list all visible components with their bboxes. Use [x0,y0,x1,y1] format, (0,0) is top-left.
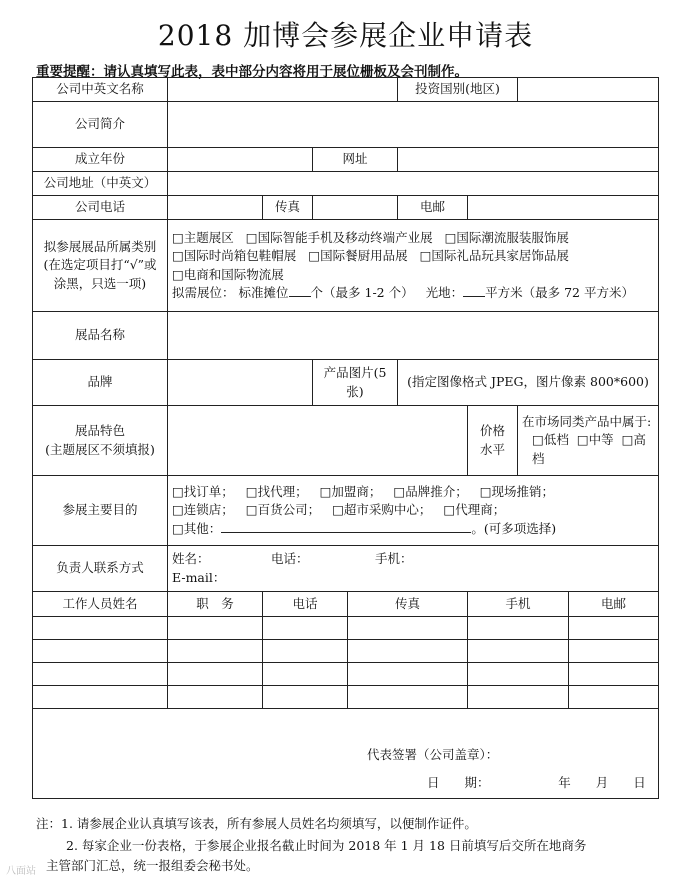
purpose-brand[interactable]: □品牌推介； [393,484,468,500]
purpose-distributors[interactable]: □代理商； [443,502,506,518]
category-label-line-2: (在选定项目打“√”或 [43,257,157,273]
contact-email-label: E-mail： [172,569,226,585]
purpose-other-field[interactable] [221,520,471,533]
category-option-smartphone[interactable]: □国际智能手机及移动终端产业展 [245,230,433,246]
category-option-theme[interactable]: □主题展区 [172,230,234,246]
fax-label: 传真 [263,196,313,220]
features-label-line-2: (主题展区不须填报) [45,441,155,457]
category-label-line-3: 涂黑，只选一项) [53,275,147,291]
website-field[interactable] [398,148,659,172]
contact-label: 负责人联系方式 [33,546,168,592]
price-label-line-2: 水平 [480,441,506,457]
fax-field[interactable] [313,196,398,220]
staff-header-fax: 传真 [348,592,468,617]
category-label-line-1: 拟参展展品所属类别 [43,239,157,255]
form-title: 2018 加博会参展企业申请表 [157,19,534,52]
company-name-label: 公司中英文名称 [33,78,168,102]
staff-header-email: 电邮 [601,596,627,611]
brand-label: 品牌 [33,360,168,406]
representative-signature[interactable]: 代表签署（公司盖章）： [367,746,499,762]
brand-field[interactable] [168,360,313,406]
purpose-chain-stores[interactable]: □连锁店； [172,502,234,518]
booth-prefix: 拟需展位： [172,284,235,300]
purpose-franchise[interactable]: □加盟商； [319,484,382,500]
purpose-orders[interactable]: □找订单； [172,484,234,500]
level-high-checkbox[interactable]: □高档 [532,432,646,466]
purpose-department-stores[interactable]: □百货公司； [245,502,321,518]
product-name-label: 展品名称 [33,312,168,360]
table-row [33,640,659,663]
watermark: 八面站 [6,866,36,877]
contact-mobile-label: 手机： [374,551,413,567]
purpose-supermarket[interactable]: □超市采购中心； [332,502,432,518]
category-option-ecommerce[interactable]: □电商和国际物流展 [172,266,284,282]
note-2-line-1: 2. 每家企业一份表格，于参展企业报名截止时间为 2018 年 1 月 18 日前填写后交所在地商务 [66,838,587,853]
category-label [33,220,168,312]
features-label [33,406,168,476]
booth-space-unit: 平方米（最多 72 平方米） [485,284,634,300]
staff-header-phone: 电话 [263,592,348,617]
booth-requirement [172,284,654,302]
purpose-other[interactable]: □其他： [172,520,222,536]
table-row [33,686,659,709]
booth-standard-label: 标准摊位 [238,284,289,300]
product-name-field[interactable] [168,312,659,360]
category-option-fashion[interactable]: □国际潮流服装服饰展 [444,230,569,246]
contact-phone-label: 电话： [270,551,309,567]
staff-header-mobile [468,592,659,617]
signature-section [33,709,659,799]
level-mid-checkbox[interactable]: □中等 [576,432,614,448]
price-level-label [468,406,518,476]
purpose-options [168,476,659,546]
purpose-label: 参展主要目的 [33,476,168,546]
table-row [33,617,659,640]
booth-count-field[interactable] [289,284,311,297]
address-field[interactable] [168,172,659,196]
intro-field[interactable] [168,102,659,148]
purpose-agents[interactable]: □找代理； [245,484,308,500]
important-notice: 重要提醒：请认真填写此表，表中部分内容将用于展位栅板及会刊制作。 [36,64,468,80]
category-option-bags[interactable]: □国际时尚箱包鞋帽展 [172,248,297,264]
image-format-note: (指定图像格式 JPEG，图片像素 800*600) [398,360,659,406]
application-form-table [32,77,659,799]
booth-space-label: 光地： [425,284,464,300]
category-option-kitchen[interactable]: □国际餐厨用品展 [308,248,408,264]
price-label-line-1: 价格 [480,423,506,439]
features-label-line-1: 展品特色 [74,423,125,439]
staff-header-name: 工作人员姓名 [33,592,168,617]
phone-label: 公司电话 [33,196,168,220]
level-low-checkbox[interactable]: □低档 [532,432,569,448]
price-level-options [518,406,659,476]
founded-field[interactable] [168,148,313,172]
booth-count-unit: 个（最多 1-2 个） [310,284,414,300]
note-2-line-2: 主管部门汇总，统一报组委会秘书处。 [46,858,259,873]
founded-label: 成立年份 [33,148,168,172]
category-options [168,220,659,312]
market-position-label: 在市场同类产品中属于: [522,414,652,430]
purpose-multi-note: 。(可多项选择) [471,520,557,536]
booth-space-field[interactable] [463,284,485,297]
contact-name-label: 姓名： [172,551,210,567]
table-row [33,663,659,686]
email-field[interactable] [468,196,659,220]
category-option-gifts[interactable]: □国际礼品玩具家居饰品展 [419,248,569,264]
purpose-onsite-sales[interactable]: □现场推销； [479,484,554,500]
intro-label: 公司简介 [33,102,168,148]
email-label: 电邮 [398,196,468,220]
contact-fields [168,546,659,592]
country-label: 投资国别(地区) [398,78,518,102]
signature-date[interactable]: 日 期： 年 月 日 [427,774,646,790]
company-name-field[interactable] [168,78,398,102]
address-label: 公司地址（中英文） [33,172,168,196]
note-1: 注：1. 请参展企业认真填写该表，所有参展人员姓名均须填写，以便制作证件。 [36,816,477,831]
product-images-label: 产品图片(5 张) [313,360,398,406]
phone-field[interactable] [168,196,263,220]
features-field[interactable] [168,406,468,476]
country-field[interactable] [518,78,659,102]
staff-header-mobile-label: 手机 [468,592,569,616]
website-label: 网址 [313,148,398,172]
staff-header-title: 职 务 [168,592,263,617]
